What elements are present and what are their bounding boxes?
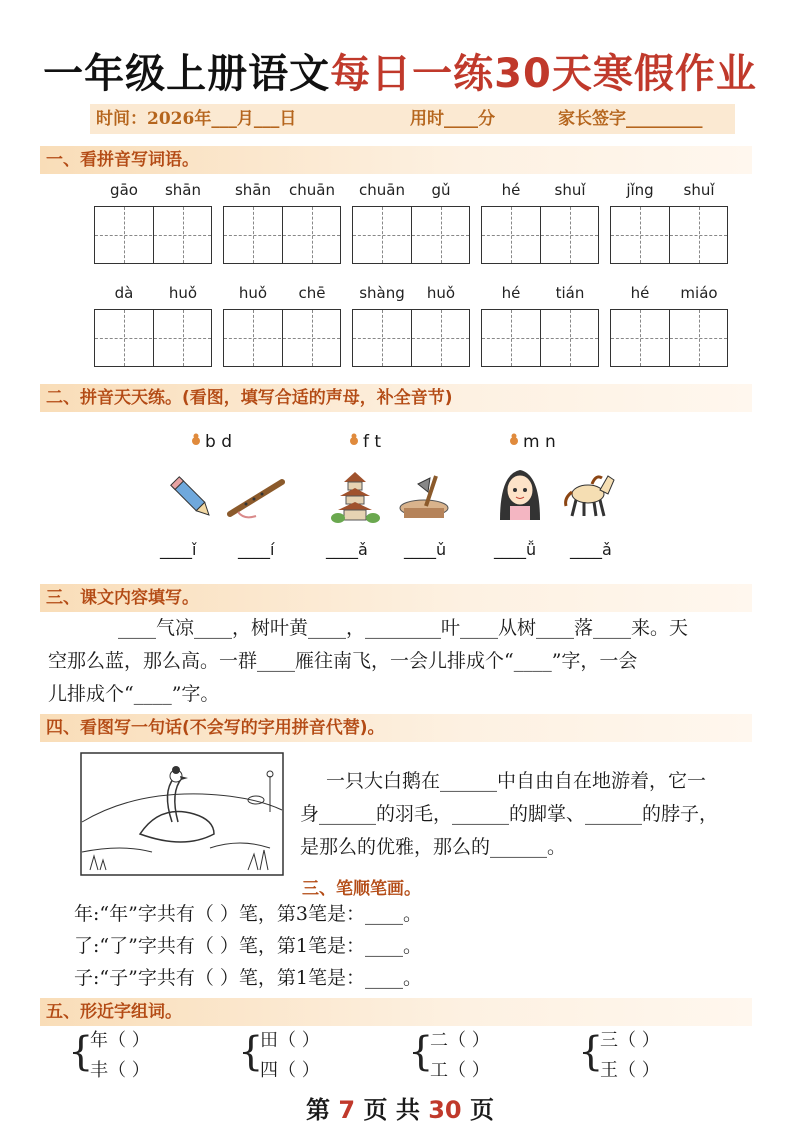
pair-1-b: 丰（ ）	[90, 1060, 150, 1081]
pinyin-label: chuān	[359, 181, 405, 199]
text-line-1: ____气凉____，树叶黄____，________叶____从树____落____来。天	[118, 617, 689, 639]
pair-2-a: 田（ ）	[260, 1030, 320, 1051]
brace-3: {	[408, 1029, 434, 1075]
pinyin-label: gǔ	[431, 181, 451, 199]
title-part2: 每日一练30天寒假作业	[330, 51, 757, 97]
pinyin-label: hé	[630, 284, 650, 302]
writing-grid[interactable]	[94, 206, 212, 264]
info-sign: 家长签字_________	[558, 109, 703, 129]
blank-5[interactable]: ____ǚ	[494, 540, 537, 559]
footer-pre: 第	[306, 1096, 331, 1124]
pair-2-b: 四（ ）	[260, 1060, 320, 1081]
pair-1-a: 年（ ）	[90, 1030, 150, 1051]
footer-mid: 页 共	[363, 1096, 420, 1124]
axe-stump-icon	[396, 470, 452, 522]
stroke-heading: 三、笔顺笔画。	[302, 879, 421, 899]
writing-grid[interactable]	[223, 309, 341, 367]
pair-4-b: 王（ ）	[600, 1060, 660, 1081]
gourd-icon	[348, 432, 360, 446]
brace-2: {	[238, 1029, 264, 1075]
pinyin-label: gāo	[110, 181, 138, 199]
goose-pond-icon	[80, 752, 284, 876]
blank-4[interactable]: ____ǔ	[404, 540, 447, 559]
writing-grid[interactable]	[610, 309, 728, 367]
pinyin-label: huǒ	[168, 284, 198, 302]
writing-grid[interactable]	[610, 206, 728, 264]
section2-heading: 二、拼音天天练。(看图，填写合适的声母，补全音节)	[40, 384, 752, 412]
brace-1: {	[68, 1029, 94, 1075]
gourd-icon	[190, 432, 202, 446]
writing-grid[interactable]	[223, 206, 341, 264]
writing-grid[interactable]	[481, 206, 599, 264]
pair-3-a: 二（ ）	[430, 1030, 490, 1051]
footer-total-pages: 30	[428, 1096, 462, 1124]
section4-heading: 四、看图写一句话(不会写的字用拼音代替)。	[40, 714, 752, 742]
sentence-line-3: 是那么的优雅，那么的______。	[300, 836, 567, 858]
horse-icon	[560, 468, 616, 520]
blank-6[interactable]: ____ǎ	[570, 540, 612, 559]
footer-post: 页	[469, 1096, 494, 1124]
info-time: 时间：2026年___月___日	[96, 109, 297, 129]
section1-heading: 一、看拼音写词语。	[40, 146, 752, 174]
writing-grid[interactable]	[94, 309, 212, 367]
writing-grid[interactable]	[352, 206, 470, 264]
pinyin-label: hé	[501, 284, 521, 302]
pinyin-label: huǒ	[238, 284, 268, 302]
stroke-line-1: 年:“年”字共有（ ）笔，第3笔是：____。	[74, 903, 422, 925]
title-part1: 一年级上册语文	[43, 51, 331, 97]
brace-4: {	[578, 1029, 604, 1075]
page-title	[0, 42, 800, 99]
writing-grid[interactable]	[481, 309, 599, 367]
section3-heading: 三、课文内容填写。	[40, 584, 752, 612]
pinyin-label: tián	[555, 284, 585, 302]
pair-3-b: 工（ ）	[430, 1060, 490, 1081]
letters-group-2: f t	[348, 432, 381, 452]
sentence-line-2: 身______的羽毛，______的脚掌、______的脖子，	[300, 803, 719, 825]
info-bar	[90, 104, 735, 134]
blank-1[interactable]: ____ǐ	[160, 540, 197, 559]
section5-heading: 五、形近字组词。	[40, 998, 752, 1026]
letters-group-3: m n	[508, 432, 556, 452]
pair-4-a: 三（ ）	[600, 1030, 660, 1051]
footer-page-number: 7	[338, 1096, 356, 1124]
info-duration: 用时____分	[410, 109, 495, 129]
flute-icon	[224, 474, 288, 522]
pinyin-label: shuǐ	[683, 181, 715, 199]
text-line-3: 儿排成个“____”字。	[48, 683, 220, 705]
writing-grid[interactable]	[352, 309, 470, 367]
pinyin-label: chē	[298, 284, 326, 302]
pencil-icon	[166, 472, 218, 524]
pinyin-label: huǒ	[426, 284, 456, 302]
pagoda-icon	[330, 468, 380, 524]
pinyin-label: shàng	[359, 284, 405, 302]
pinyin-label: hé	[501, 181, 521, 199]
gourd-icon	[508, 432, 520, 446]
text-line-2: 空那么蓝，那么高。一群____雁往南飞，一会儿排成个“____”字，一会	[48, 650, 638, 672]
sentence-line-1: 一只大白鹅在______中自由自在地游着，它一	[326, 770, 707, 792]
girl-icon	[494, 464, 546, 522]
blank-3[interactable]: ____ǎ	[326, 540, 368, 559]
pinyin-label: jǐng	[626, 181, 654, 199]
pinyin-label: shān	[164, 181, 202, 199]
pinyin-label: chuān	[289, 181, 335, 199]
pinyin-label: shuǐ	[554, 181, 586, 199]
stroke-line-3: 子:“子”字共有（ ）笔，第1笔是：____。	[74, 967, 422, 989]
blank-2[interactable]: ____í	[238, 540, 275, 559]
page-footer	[0, 1090, 800, 1125]
pinyin-label: shān	[234, 181, 272, 199]
pinyin-label: dà	[114, 284, 134, 302]
letters-group-1: b d	[190, 432, 232, 452]
pinyin-label: miáo	[680, 284, 718, 302]
stroke-line-2: 了:“了”字共有（ ）笔，第1笔是：____。	[74, 935, 422, 957]
